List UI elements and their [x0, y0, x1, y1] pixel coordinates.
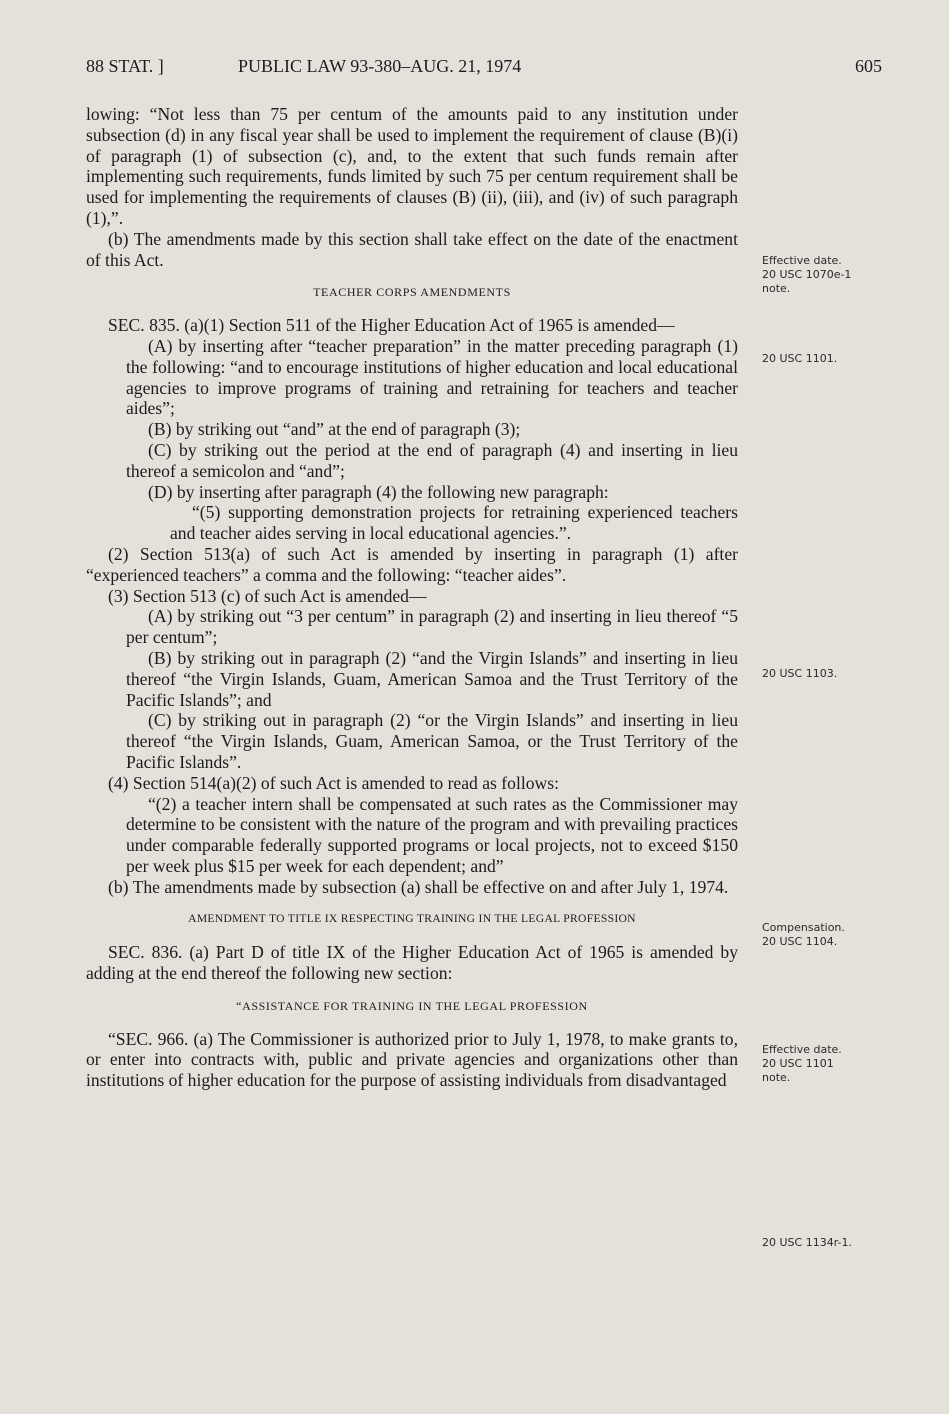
clause-d: (D) by inserting after paragraph (4) the following new paragraph: — [148, 481, 609, 502]
heading-teacher-corps: TEACHER CORPS AMENDMENTS — [313, 285, 511, 300]
body-text — [86, 104, 738, 1091]
subsection-3: (3) Section 513 (c) of such Act is amended— — [108, 585, 427, 606]
subsection-b-effective: (b) The amendments made by subsection (a) shall be effective on and after July 1, 1974. — [108, 876, 729, 897]
margin-note-effective-date-2: Effective date. 20 USC 1101 note. — [762, 1043, 842, 1084]
subsection-4: (4) Section 514(a)(2) of such Act is amended to read as follows: — [108, 772, 559, 793]
section-835: SEC. 835. (a)(1) Section 511 of the Higher Education Act of 1965 is amended— — [108, 315, 675, 336]
margin-note-20usc1103: 20 USC 1103. — [762, 667, 838, 680]
clause-3b: (B) by striking out in paragraph (2) “and the Virgin Islands” and inserting in lieu thereof “the Virgin Islands, Guam, American Samoa and the Trust Territory of the Pacific Islands”; and — [126, 647, 738, 710]
new-paragraph-5: “(5) supporting demonstration projects for retraining experienced teachers and teacher aides serving in local educational agencies.”. — [170, 502, 738, 544]
section-836: SEC. 836. (a) Part D of title IX of the Higher Education Act of 1965 is amended by adding at the end thereof the following new section: — [86, 942, 738, 984]
teacher-intern-compensation: “(2) a teacher intern shall be compensated at such rates as the Commissioner may determine to be consistent with the nature of the program and with prevailing practices under comparable federally supported programs or local projects, not to exceed $150 per week plus $15 per week for each dependent; and” — [126, 793, 738, 876]
heading-legal-profession: “ASSISTANCE FOR TRAINING IN THE LEGAL PROFESSION — [236, 998, 588, 1013]
subsection-2: (2) Section 513(a) of such Act is amended by inserting in paragraph (1) after “experienced teachers” a comma and the following: “teacher aides”. — [86, 543, 738, 585]
page-header — [86, 56, 882, 86]
clause-3c: (C) by striking out in paragraph (2) “or the Virgin Islands” and inserting in lieu thereof “the Virgin Islands, Guam, American Samoa, or the Trust Territory of the Pacific Islands”. — [126, 710, 738, 772]
margin-note-effective-date-1: Effective date. 20 USC 1070e-1 note. — [762, 254, 852, 295]
clause-c: (C) by striking out the period at the end of paragraph (4) and inserting in lieu thereof a semicolon and “and”; — [126, 439, 738, 481]
margin-note-20usc1101: 20 USC 1101. — [762, 352, 838, 365]
margin-note-20usc1134r1: 20 USC 1134r-1. — [762, 1236, 852, 1249]
clause-3a: (A) by striking out “3 per centum” in paragraph (2) and inserting in lieu thereof “5 per centum”; — [126, 606, 738, 648]
clause-b: (B) by striking out “and” at the end of paragraph (3); — [148, 419, 521, 440]
page-number: 605 — [855, 56, 882, 76]
heading-title-ix: AMENDMENT TO TITLE IX RESPECTING TRAINING IN THE LEGAL PROFESSION — [188, 912, 636, 926]
paragraph-effective-date: (b) The amendments made by this section shall take effect on the date of the enactment of this Act. — [86, 228, 738, 270]
law-title: PUBLIC LAW 93-380–AUG. 21, 1974 — [238, 56, 522, 76]
clause-a: (A) by inserting after “teacher preparation” in the matter preceding paragraph (1) the following: “and to encourage institutions of higher education and local educational agencies to improve programs of training and retraining for teachers and teacher aides”; — [126, 335, 738, 419]
margin-note-compensation: Compensation. 20 USC 1104. — [762, 921, 845, 948]
section-966: “SEC. 966. (a) The Commissioner is authorized prior to July 1, 1978, to make grants to, or enter into contracts with, public and private agencies and organizations other than institutions of higher education for the purpose of assisting individuals from disadvantaged — [86, 1028, 738, 1091]
stat-reference: 88 STAT. ] — [86, 56, 164, 76]
paragraph-continuation: lowing: “Not less than 75 per centum of the amounts paid to any institution under subsection (d) in any fiscal year shall be used to implement the requirement of clause (B)(i) of paragraph (1) of subsection (c), and, to the extent that such funds remain after implementing such requirements, funds limited by such 75 per centum requirement shall be used for implementing the requirements of clauses (B) (ii), (iii), and (iv) of such paragraph (1),”. — [86, 104, 738, 228]
